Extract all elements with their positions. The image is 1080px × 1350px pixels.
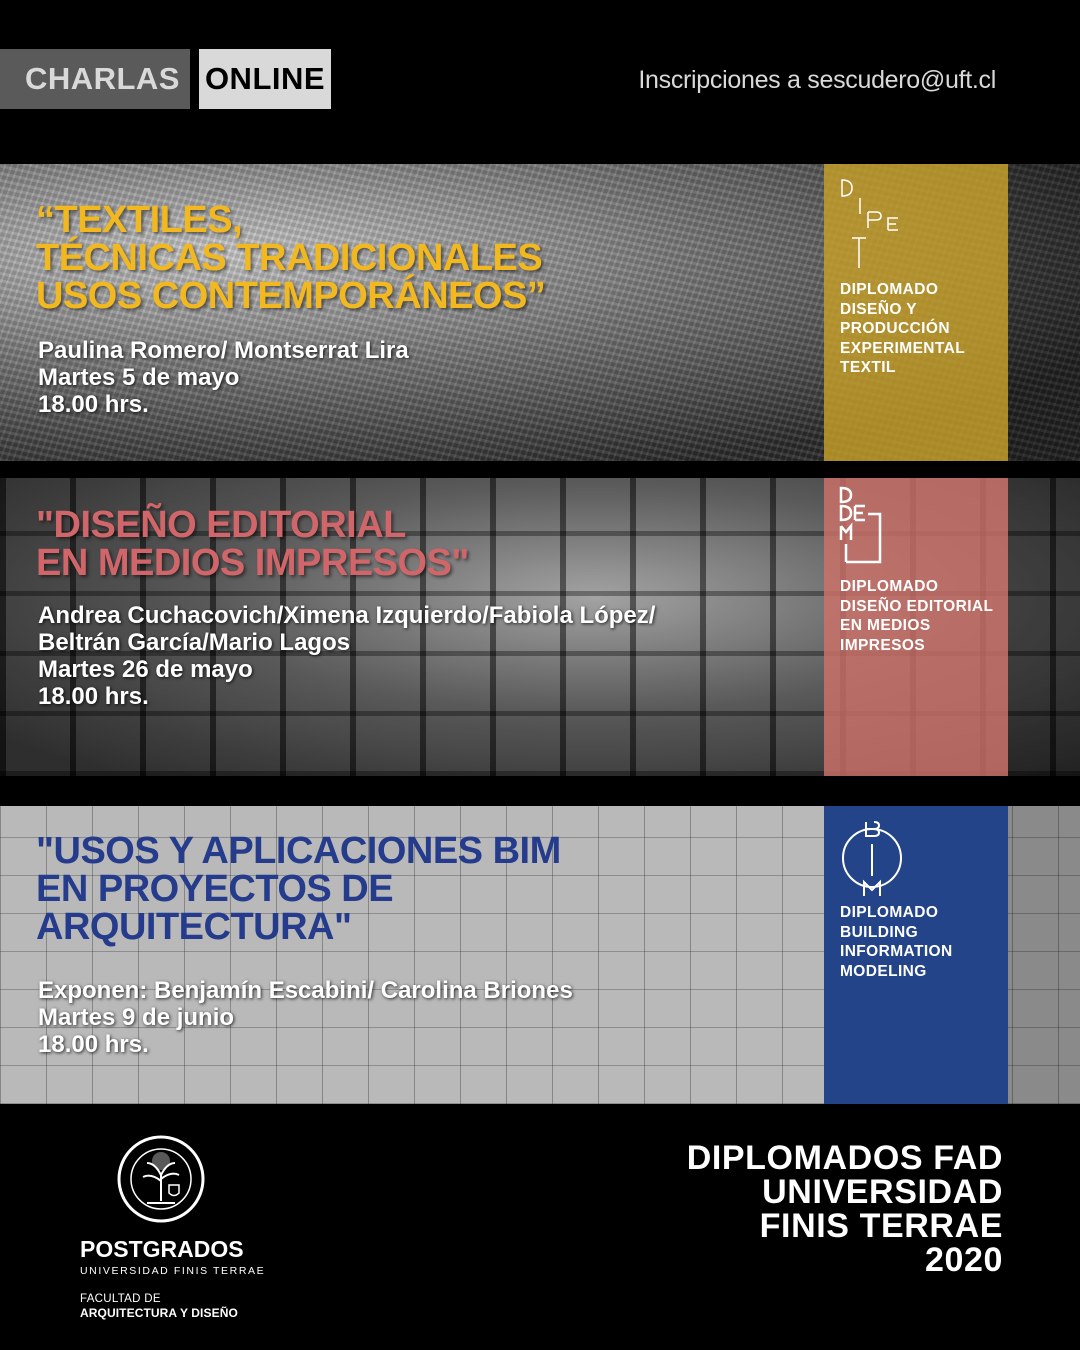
charlas-tag: CHARLAS: [0, 49, 190, 109]
diplomado-line: EXPERIMENTAL: [840, 339, 966, 357]
diplomado-line: PRODUCCIÓN: [840, 320, 950, 337]
fad-line: DIPLOMADOS FAD: [686, 1139, 1003, 1177]
diplomado-line: TEXTIL: [840, 359, 896, 376]
university-seal-icon: [117, 1131, 205, 1231]
banner-edge: [1008, 478, 1080, 776]
speakers-line: Paulina Romero/ Montserrat Lira: [38, 337, 409, 364]
diplomado-line: EN MEDIOS: [840, 617, 931, 634]
title-line: TÉCNICAS TRADICIONALES: [36, 237, 543, 279]
diplomado-line: IMPRESOS: [840, 636, 926, 654]
talk-title: [36, 832, 561, 946]
diplomado-line: DIPLOMADO: [840, 281, 939, 298]
diplomado-line: DIPLOMADO: [840, 578, 939, 595]
fad-line: UNIVERSIDAD: [762, 1173, 1003, 1211]
speakers-line: Exponen: Benjamín Escabini/ Carolina Briones: [38, 977, 573, 1004]
diplomado-label: [840, 903, 953, 981]
fad-line: 2020: [924, 1241, 1003, 1279]
speakers-line: Beltrán García/Mario Lagos: [38, 629, 351, 656]
talk-banner-editorial: [0, 478, 1080, 776]
title-line: USOS CONTEMPORÁNEOS”: [36, 275, 546, 317]
diplomado-panel: [824, 478, 1008, 776]
online-tag: ONLINE: [199, 49, 331, 109]
registration-email[interactable]: Inscripciones a sescudero@uft.cl: [638, 66, 996, 94]
diplomado-label: [840, 280, 965, 378]
title-line: “TEXTILES,: [36, 199, 243, 241]
ddemi-monogram-icon: [838, 486, 898, 566]
talk-title: [36, 201, 545, 315]
time-line: 18.00 hrs.: [38, 391, 149, 418]
date-line: Martes 5 de mayo: [38, 364, 240, 391]
diplomado-line: DISEÑO Y: [840, 300, 917, 318]
diplomado-line: INFORMATION: [840, 943, 953, 960]
title-line: "USOS Y APLICACIONES BIM: [36, 830, 561, 872]
diplomado-line: DIPLOMADO: [840, 904, 939, 921]
title-line: "DISEÑO EDITORIAL: [36, 504, 406, 546]
postgrados-title: POSTGRADOS: [80, 1236, 244, 1262]
talk-banner-bim: [0, 806, 1080, 1104]
time-line: 18.00 hrs.: [38, 1031, 149, 1058]
dipet-monogram-icon: [838, 178, 918, 273]
diplomado-line: BUILDING: [840, 923, 919, 941]
diplomado-panel: [824, 806, 1008, 1104]
diplomado-panel: [824, 164, 1008, 461]
talk-info: [38, 602, 655, 710]
talk-banner-textiles: [0, 164, 1080, 461]
title-line: EN PROYECTOS DE: [36, 868, 394, 910]
diplomado-label: [840, 577, 993, 655]
talk-info: [38, 977, 573, 1058]
date-line: Martes 26 de mayo: [38, 656, 253, 683]
bim-monogram-icon: [838, 818, 908, 900]
fad-line: FINIS TERRAE: [759, 1207, 1003, 1245]
banner-edge: [1008, 164, 1080, 461]
faculty-line: FACULTAD DE: [80, 1293, 161, 1305]
time-line: 18.00 hrs.: [38, 683, 149, 710]
talk-title: [36, 506, 469, 582]
title-line: ARQUITECTURA": [36, 906, 352, 948]
speakers-line: Andrea Cuchacovich/Ximena Izquierdo/Fabiola López/: [38, 602, 656, 629]
diplomado-line: DISEÑO EDITORIAL: [840, 597, 994, 615]
banner-edge: [1008, 806, 1080, 1104]
diplomado-line: MODELING: [840, 962, 927, 980]
talk-info: [38, 337, 409, 418]
faculty-name: ARQUITECTURA Y DISEÑO: [80, 1306, 238, 1320]
date-line: Martes 9 de junio: [38, 1004, 235, 1031]
postgrados-subtitle: UNIVERSIDAD FINIS TERRAE: [80, 1265, 266, 1277]
title-line: EN MEDIOS IMPRESOS": [36, 542, 469, 584]
diplomados-fad-block: [687, 1141, 1003, 1277]
